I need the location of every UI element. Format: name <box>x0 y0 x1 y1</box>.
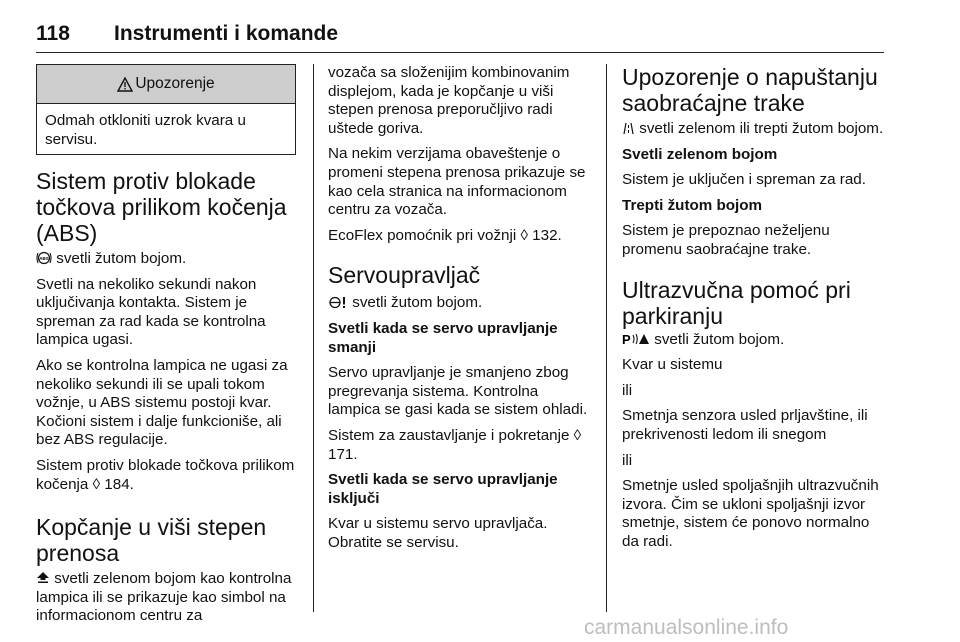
upshift-title-line-1: Kopčanje u viši stepen <box>36 514 267 541</box>
steering-text-1: svetli žutom bojom. <box>352 294 483 312</box>
parking-text-6: Smetnje usled spoljašnjih ultrazvučnih izvora. Čim se ukloni spoljašnji izvor smetnje, sistem će ponovo normalno da radi. <box>622 477 879 550</box>
parking-heading <box>622 277 886 329</box>
lane-title-line-1: Upozorenje o napuštanju <box>622 64 878 90</box>
lane-subheading-2: Trepti žutom bojom <box>622 196 763 214</box>
stopstart-page-ref[interactable]: ◊ 171. <box>328 426 582 463</box>
warning-header <box>37 65 295 104</box>
abs-text-3: Ako se kontrolna lampica ne ugasi za nekoliko sekundi ili se upali tokom vožnje, u ABS sistemu postoji kvar. Kočioni sistem i dalje funkcioniše, ali bez ABS regulacije. <box>36 356 288 449</box>
ecoflex-ref-text: EcoFlex pomoćnik pri vožnji <box>328 226 521 244</box>
upshift-continued-text: vozača sa složenijim kombinovanim displejom, kada je kopčanje u viši stepen prenosa preporučljivo radi uštede goriva. <box>328 64 570 137</box>
upshift-heading <box>36 514 298 566</box>
warning-triangle-icon <box>117 77 133 92</box>
column-3 <box>622 64 886 559</box>
steering-text-4: Kvar u sistemu servo upravljača. Obratite se servisu. <box>328 515 548 551</box>
abs-text-2: Svetli na nekoliko sekundi nakon uključivanja kontakta. Sistem je spreman za rad kada se kontrolna lampica ugasi. <box>36 275 266 349</box>
power-steering-icon <box>328 296 348 309</box>
abs-title-line-3: (ABS) <box>36 220 98 246</box>
page-number: 118 <box>36 22 70 45</box>
abs-page-ref[interactable]: ◊ 184. <box>92 475 134 493</box>
section-title: Instrumenti i komande <box>114 22 339 45</box>
svg-text:ABS: ABS <box>39 256 49 261</box>
page-header <box>36 22 884 48</box>
lane-heading <box>622 64 886 116</box>
upshift-text-1: svetli zelenom bojom kao kontrolna lampica ili se prikazuje kao simbol na informacionom centru za <box>36 570 292 625</box>
parking-text-1: svetli žutom bojom. <box>654 330 785 348</box>
steering-indicator-line <box>328 294 592 313</box>
lane-text-1: svetli zelenom ili trepti žutom bojom. <box>639 120 884 137</box>
lane-subheading-1: Svetli zelenom bojom <box>622 145 778 163</box>
steering-subheading-1: Svetli kada se servo upravljanje smanji <box>328 319 558 356</box>
warning-title: Upozorenje <box>135 74 215 92</box>
ecoflex-text <box>328 227 592 246</box>
column-divider-1 <box>313 64 314 612</box>
lane-text-2: Sistem je uključen i spreman za rad. <box>622 171 866 189</box>
upshift-icon <box>36 571 50 584</box>
upshift-text <box>36 570 298 626</box>
steering-heading: Servoupravljač <box>328 262 481 289</box>
parking-title-line-1: Ultrazvučna pomoć pri <box>622 276 851 303</box>
lane-title-line-2: saobraćajne trake <box>622 90 805 116</box>
abs-title-line-2: točkova prilikom kočenja <box>36 194 287 220</box>
lane-indicator-line <box>622 120 886 139</box>
ecoflex-page-ref[interactable]: ◊ 132. <box>520 226 562 244</box>
parking-text-3: ili <box>622 381 633 399</box>
svg-text:P: P <box>622 331 631 346</box>
upshift-display-text: Na nekim verzijama obaveštenje o promeni stepena prenosa prikazuje se kao cela stranica na informacionom centru za vozača. <box>328 145 586 219</box>
column-2 <box>328 64 592 559</box>
watermark: carmanualsonline.info <box>584 616 789 639</box>
steering-subheading-2: Svetli kada se servo upravljanje isključi <box>328 471 558 507</box>
abs-text-4 <box>36 457 298 494</box>
column-divider-2 <box>606 64 607 612</box>
parking-text-2: Kvar u sistemu <box>622 356 723 374</box>
parking-indicator-line <box>622 331 886 350</box>
abs-ref-text: Sistem protiv blokade točkova prilikom kočenja <box>36 456 295 493</box>
steering-text-2: Servo upravljanje je smanjeno zbog pregrevanja sistema. Kontrolna lampica se gasi kada se sistem ohladi. <box>328 364 588 419</box>
warning-box <box>36 64 296 155</box>
lane-departure-icon <box>622 122 635 135</box>
parking-text-4: Smetnja senzora usled prljavštine, ili prekrivenosti ledom ili snegom <box>622 407 868 443</box>
steering-text-3 <box>328 427 592 464</box>
abs-title-line-1: Sistem protiv blokade <box>36 168 256 194</box>
warning-body: Odmah otkloniti uzrok kvara u servisu. <box>45 112 246 148</box>
abs-icon <box>36 251 52 265</box>
upshift-title-line-2: prenosa <box>36 540 120 567</box>
parking-assist-icon <box>622 332 650 346</box>
abs-indicator-line <box>36 250 298 269</box>
stopstart-ref-text: Sistem za zaustavljanje i pokretanje <box>328 426 574 444</box>
abs-heading <box>36 168 298 246</box>
abs-text-1: svetli žutom bojom. <box>56 250 187 267</box>
parking-text-5: ili <box>622 451 633 469</box>
header-divider <box>36 52 884 53</box>
column-1 <box>36 64 298 633</box>
parking-title-line-2: parkiranju <box>622 302 723 329</box>
lane-text-3: Sistem je prepoznao neželjenu promenu saobraćajne trake. <box>622 222 830 258</box>
